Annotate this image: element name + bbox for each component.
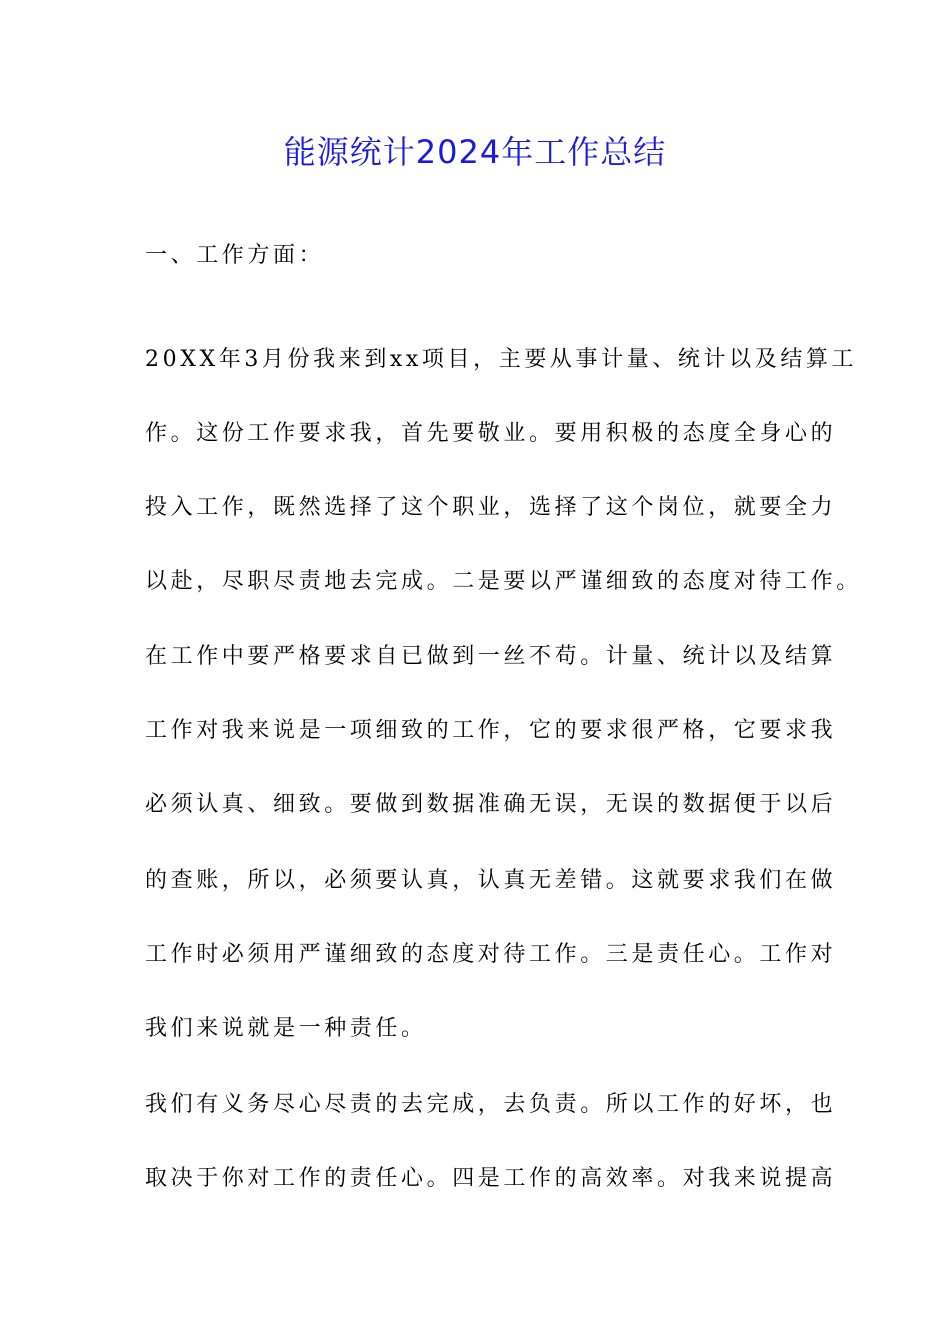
heading-work-aspect: 一、工作方面： xyxy=(145,243,325,268)
paragraph-line: 的查账，所以，必须要认真，认真无差错。这就要求我们在做 xyxy=(145,868,837,893)
paragraph-line: 工作对我来说是一项细致的工作，它的要求很严格，它要求我 xyxy=(145,718,837,743)
paragraph-line: 取决于你对工作的责任心。四是工作的高效率。对我来说提高 xyxy=(145,1166,837,1191)
paragraph-line: 我们来说就是一种责任。 xyxy=(145,1016,427,1041)
document-title: 能源统计2024年工作总结 xyxy=(283,133,667,171)
paragraph-line: 在工作中要严格要求自已做到一丝不苟。计量、统计以及结算 xyxy=(145,644,837,669)
paragraph-line: 20XX年3月份我来到xx项目，主要从事计量、统计以及结算工 xyxy=(145,347,858,372)
paragraph-line: 我们有义务尽心尽责的去完成，去负责。所以工作的好坏，也 xyxy=(145,1092,837,1117)
paragraph-line: 投入工作，既然选择了这个职业，选择了这个岗位，就要全力 xyxy=(145,495,837,520)
paragraph-line: 必须认真、细致。要做到数据准确无误，无误的数据便于以后 xyxy=(145,792,837,817)
paragraph-line: 工作时必须用严谨细致的态度对待工作。三是责任心。工作对 xyxy=(145,942,837,967)
paragraph-line: 以赴，尽职尽责地去完成。二是要以严谨细致的态度对待工作。 xyxy=(145,569,862,594)
paragraph-line: 作。这份工作要求我，首先要敬业。要用积极的态度全身心的 xyxy=(145,421,837,446)
